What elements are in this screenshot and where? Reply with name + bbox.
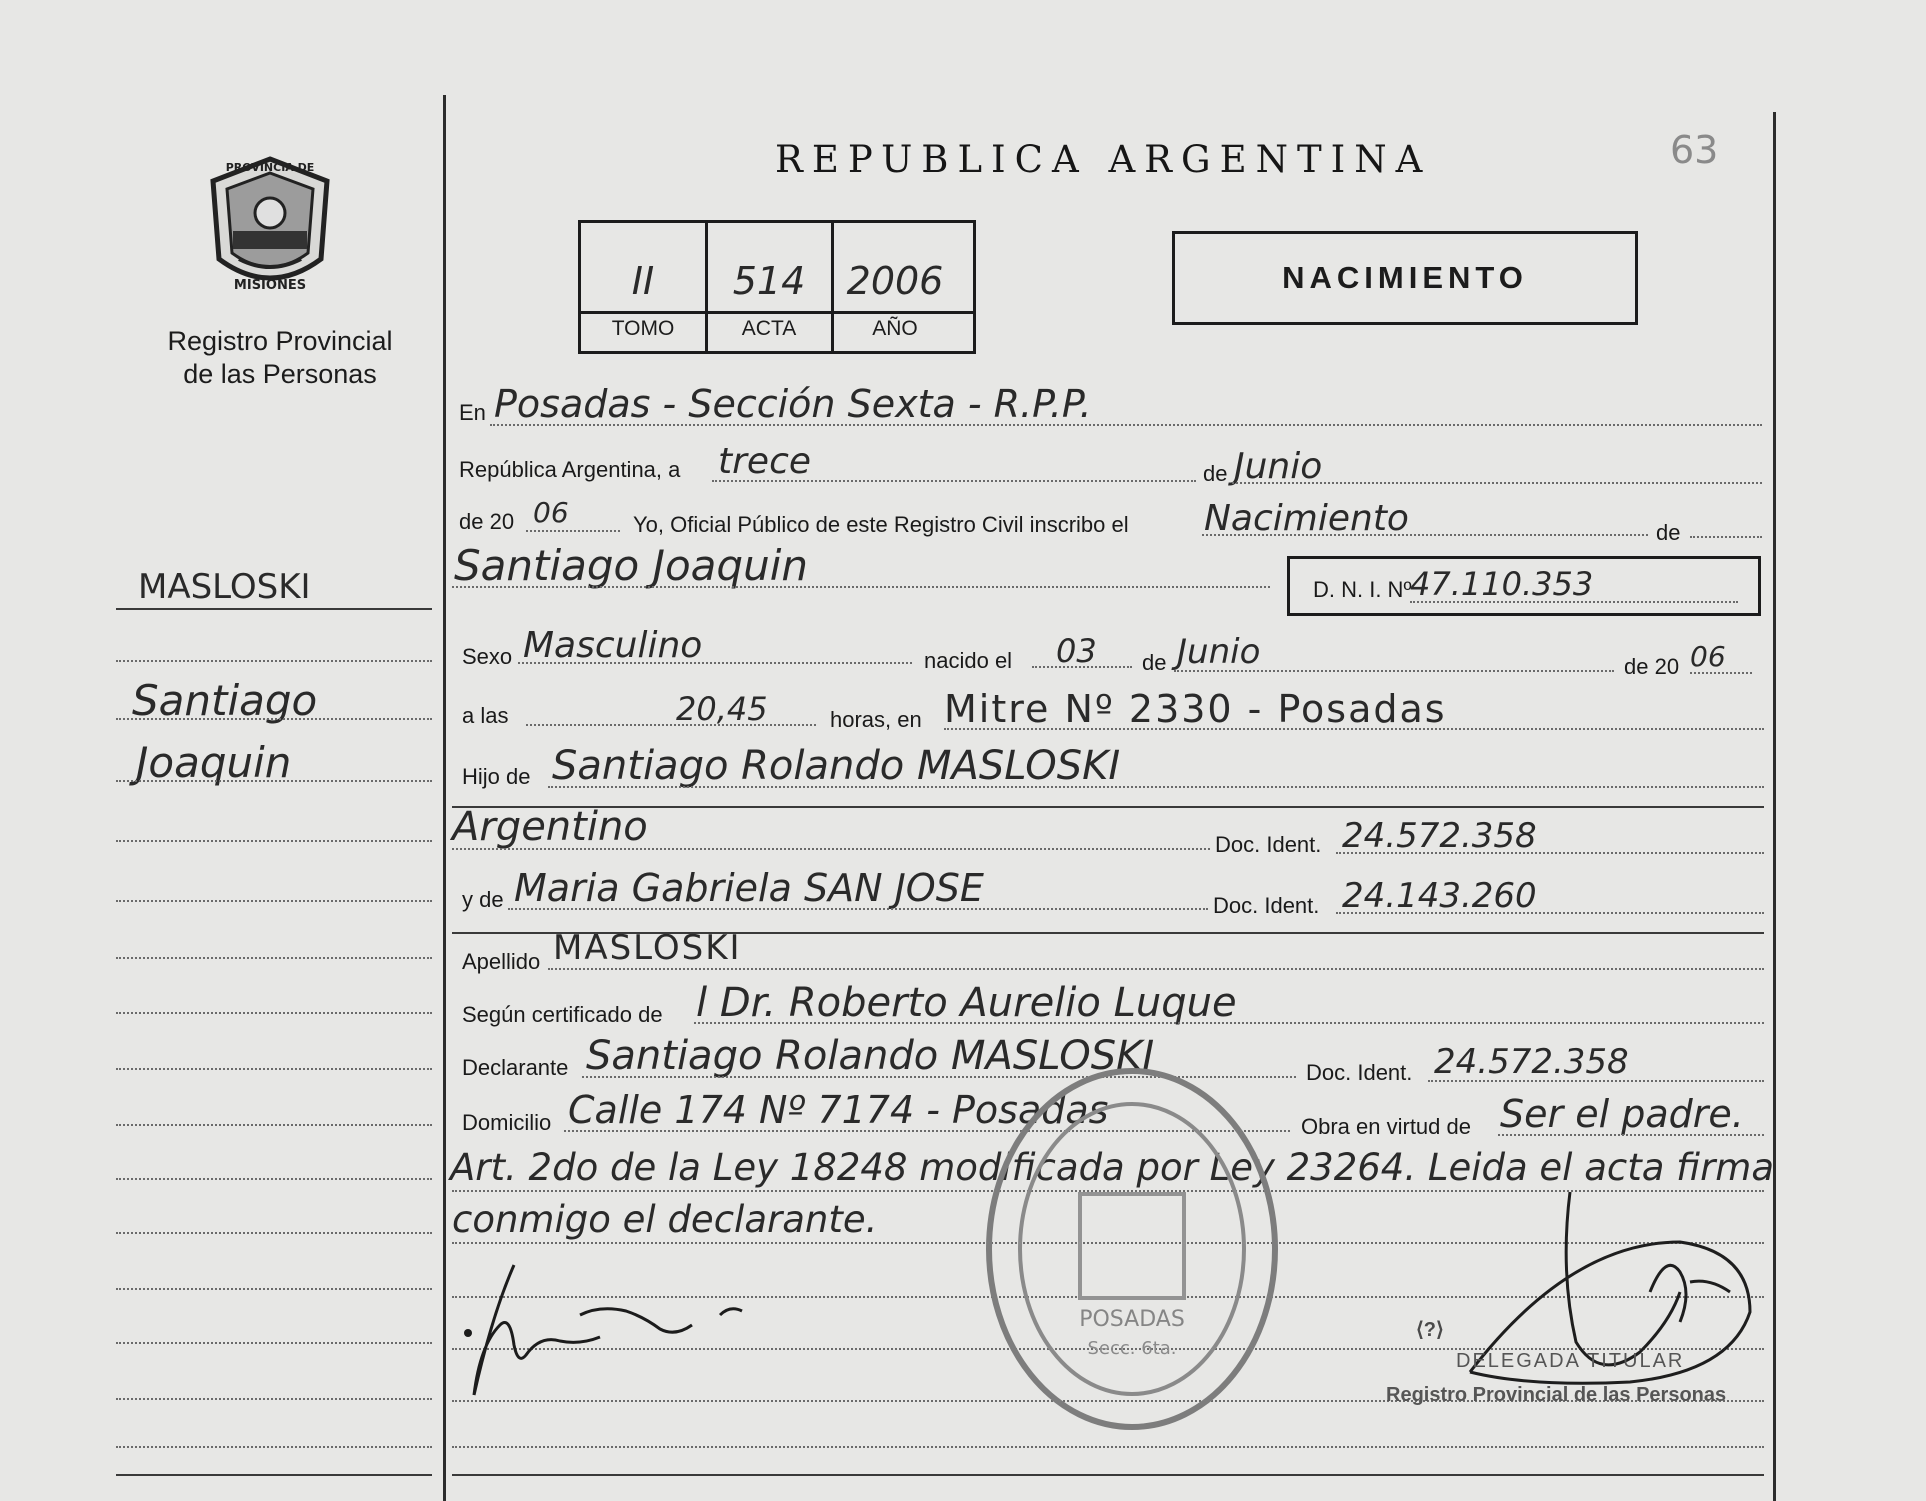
inscribo-label: Yo, Oficial Público de este Registro Civil inscribo el <box>633 512 1129 537</box>
place-line <box>490 424 1762 426</box>
mother-line <box>508 908 1208 910</box>
born-month-line <box>1174 670 1614 672</box>
dni-box <box>1287 556 1761 616</box>
de-end-label: de <box>1656 520 1681 545</box>
margin-line <box>116 1068 432 1070</box>
declarant-doc-line <box>1428 1080 1764 1082</box>
margin-line <box>116 957 432 959</box>
anio-value: 2006 <box>846 259 944 303</box>
born-month-label: de <box>1142 650 1167 675</box>
de-end-line <box>1690 536 1762 538</box>
year-label: de 20 <box>459 509 515 534</box>
rep-label: República Argentina, a <box>459 457 681 482</box>
margin-line <box>116 1012 432 1014</box>
year-value: 06 <box>533 496 569 529</box>
tomo-value: II <box>631 259 655 303</box>
form-right-border <box>1773 112 1776 1501</box>
month-value: Junio <box>1234 446 1323 487</box>
basis-label: Obra en virtud de <box>1301 1114 1471 1139</box>
born-month-value: Junio <box>1177 632 1261 672</box>
margin-name-1: Santiago <box>132 676 318 725</box>
margin-line <box>116 718 432 720</box>
child-name-line <box>452 586 1270 588</box>
margin-line <box>116 840 432 842</box>
official-name: ⟨?⟩ <box>1416 1319 1444 1341</box>
father-doc-value: 24.572.358 <box>1342 816 1537 856</box>
born-day-value: 03 <box>1056 632 1097 670</box>
seal-subtext: Secc. 6ta. <box>1087 1338 1177 1359</box>
margin-line <box>116 780 432 782</box>
born-year-line <box>1690 672 1752 674</box>
declarant-label: Declarante <box>462 1055 569 1080</box>
mother-doc-value: 24.143.260 <box>1342 876 1537 916</box>
sex-line <box>518 662 912 664</box>
time-line <box>526 724 816 726</box>
margin-line <box>116 660 432 662</box>
place-born-value: Mitre Nº 2330 - Posadas <box>944 687 1447 731</box>
margin-line <box>116 1178 432 1180</box>
place-value: Posadas - Sección Sexta - R.P.P. <box>494 382 1092 426</box>
declarant-value: Santiago Rolando MASLOSKI <box>586 1033 1155 1079</box>
margin-line <box>116 1288 432 1290</box>
address-label: Domicilio <box>462 1110 552 1135</box>
mother-doc-label: Doc. Ident. <box>1213 893 1320 918</box>
margin-name-2: Joaquin <box>136 738 292 787</box>
father-doc-line <box>1336 852 1764 854</box>
sex-value: Masculino <box>523 625 703 666</box>
mother-doc-line <box>1336 912 1764 914</box>
month-line <box>1232 482 1762 484</box>
document-type-box <box>1172 231 1638 325</box>
time-label: a las <box>462 703 509 728</box>
father-underline <box>452 806 1764 808</box>
official-org: Registro Provincial de las Personas <box>1386 1384 1727 1406</box>
basis-line <box>1498 1134 1764 1136</box>
time-value: 20,45 <box>676 690 768 728</box>
year-line <box>526 530 620 532</box>
registry-line-1: Registro Provincial <box>167 326 393 356</box>
month-label: de <box>1203 461 1228 486</box>
emblem-bottom-text: MISIONES <box>233 278 307 293</box>
dni-value: 47.110.353 <box>1410 565 1594 603</box>
father-value: Santiago Rolando MASLOSKI <box>552 743 1121 789</box>
surname-line <box>548 968 1764 970</box>
margin-line <box>116 900 432 902</box>
day-line <box>712 480 1196 482</box>
day-value: trece <box>718 441 812 482</box>
registry-line-2: de las Personas <box>183 359 377 389</box>
born-label: nacido el <box>924 648 1013 673</box>
born-year-label: de 20 <box>1624 654 1680 679</box>
margin-line <box>116 1446 432 1448</box>
surname-label: Apellido <box>462 949 541 974</box>
form-line <box>452 1446 1764 1448</box>
place-born-line <box>944 728 1764 730</box>
father-line <box>548 786 1764 788</box>
certificate-value: l Dr. Roberto Aurelio Luque <box>696 980 1237 1026</box>
address-value: Calle 174 Nº 7174 - Posadas <box>568 1088 1109 1132</box>
seal-text: POSADAS <box>1079 1307 1185 1332</box>
father-nationality-value: Argentino <box>452 804 648 850</box>
provincial-emblem <box>203 155 337 297</box>
surname-value: MASLOSKI <box>553 928 742 968</box>
country-title: REPUBLICA ARGENTINA <box>775 138 1432 181</box>
official-seal <box>982 1064 1282 1434</box>
emblem-top-text: PROVINCIA DE <box>225 161 315 174</box>
form-line <box>452 1474 1764 1476</box>
margin-surname: MASLOSKI <box>138 567 311 607</box>
mother-label: y de <box>462 887 504 912</box>
born-year-value: 06 <box>1690 640 1726 673</box>
act-value: Nacimiento <box>1204 498 1409 539</box>
sex-label: Sexo <box>462 644 513 669</box>
born-day-line <box>1032 666 1132 668</box>
act-line <box>1202 534 1648 536</box>
margin-line <box>116 1398 432 1400</box>
tomo-label: TOMO <box>611 317 675 340</box>
en-label: En <box>459 400 486 425</box>
certificate-label: Según certificado de <box>462 1002 663 1027</box>
father-label: Hijo de <box>462 764 531 789</box>
page-number: 63 <box>1670 128 1719 172</box>
margin-line <box>116 1232 432 1234</box>
declarant-doc-label: Doc. Ident. <box>1306 1060 1413 1085</box>
observations-line-2: conmigo el declarante. <box>452 1198 878 1241</box>
registry-name <box>130 325 430 391</box>
observations-line-1: Art. 2do de la Ley 18248 modificada por Ley 23264. Leida el acta firma <box>450 1146 1775 1189</box>
basis-value: Ser el padre. <box>1500 1092 1744 1136</box>
margin-line <box>116 1342 432 1344</box>
dni-label: D. N. I. Nº <box>1313 577 1412 602</box>
father-doc-label: Doc. Ident. <box>1215 832 1322 857</box>
mother-value: Maria Gabriela SAN JOSE <box>514 866 984 910</box>
official-role: DELEGADA TITULAR <box>1456 1350 1685 1372</box>
registration-box <box>578 220 976 354</box>
margin-line <box>116 1124 432 1126</box>
place-born-label: horas, en <box>830 707 922 732</box>
father-nationality-line <box>452 848 1210 850</box>
declarant-signature <box>430 1255 850 1415</box>
certificate-line <box>694 1022 1764 1024</box>
acta-label: ACTA <box>741 317 797 340</box>
acta-value: 514 <box>732 259 806 303</box>
declarant-doc-value: 24.572.358 <box>1434 1042 1629 1082</box>
document-type: NACIMIENTO <box>1282 260 1528 295</box>
margin-line <box>116 1474 432 1476</box>
anio-label: AÑO <box>872 317 918 340</box>
child-name-value: Santiago Joaquin <box>454 541 808 590</box>
margin-line <box>116 608 432 610</box>
